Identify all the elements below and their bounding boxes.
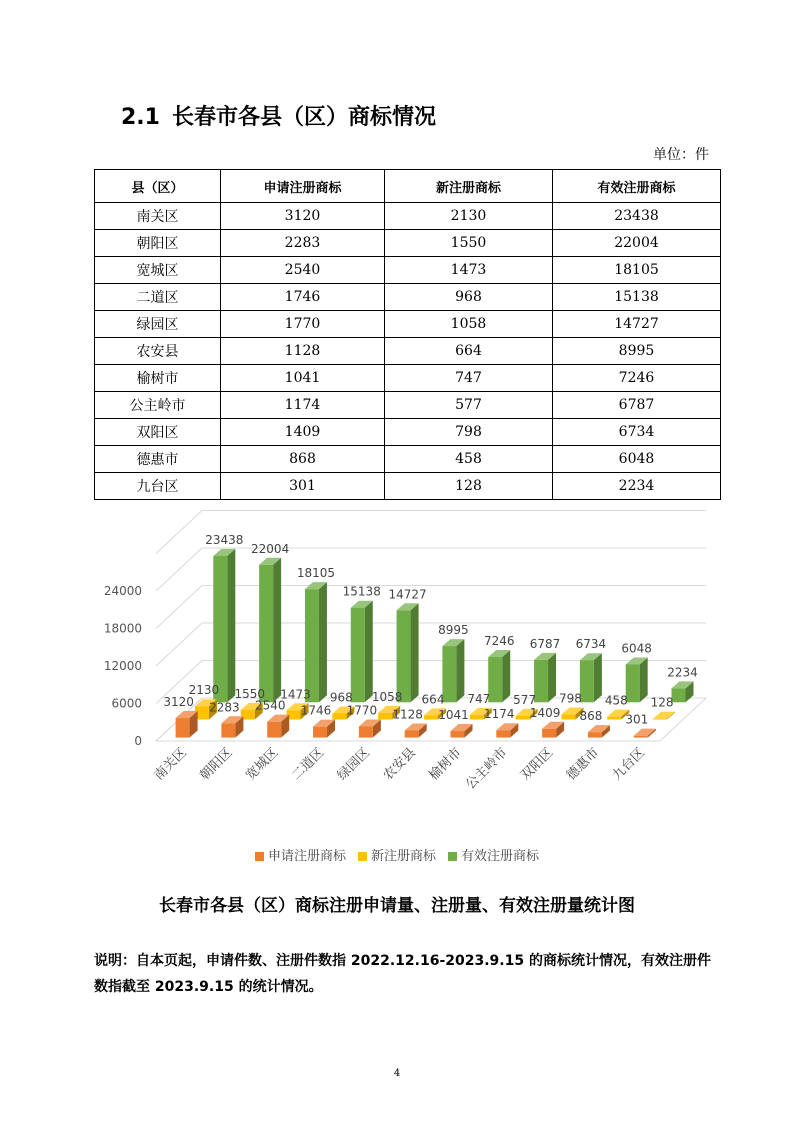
gridline-side [156,623,202,666]
data-label: 7246 [483,634,515,649]
legend-label: 申请注册商标 [267,849,346,864]
table-header-cell: 申请注册商标 [221,170,385,203]
table-cell: 6787 [553,392,721,419]
y-tick-label: 18000 [103,621,142,636]
data-label: 301 [625,712,649,727]
table-cell: 6734 [553,419,721,446]
data-label: 6734 [575,637,607,652]
y-tick-label: 12000 [103,659,142,673]
bar-1 [496,730,510,737]
table-cell: 双阳区 [95,419,221,446]
data-label: 968 [329,690,353,705]
data-label: 1409 [529,705,561,720]
data-label: 1128 [392,707,423,722]
legend-swatch [255,852,264,861]
table-cell: 968 [385,284,553,311]
chart-legend [0,845,794,864]
table-row [95,203,721,230]
data-label: 2283 [209,700,240,715]
data-label: 3120 [163,695,194,710]
table-cell: 朝阳区 [95,230,221,257]
legend-item [255,845,346,864]
bar-3 [442,646,456,702]
bar-3-side [227,549,235,702]
table-header-cell: 县（区） [95,170,221,203]
table-cell: 22004 [553,230,721,257]
data-label: 15138 [342,584,381,599]
table-header-cell: 有效注册商标 [553,170,721,203]
data-label: 798 [559,691,582,706]
bar-2 [470,715,484,720]
bar-1 [221,723,235,737]
table-cell: 128 [385,473,553,500]
bar-1 [313,727,327,738]
data-label: 747 [467,691,491,706]
table-row [95,311,721,338]
y-tick-label: 0 [134,734,142,748]
table-cell: 7246 [553,365,721,392]
data-label: 6048 [621,641,652,656]
bar-3-side [365,601,373,703]
x-tick-label: 二道区 [288,745,328,784]
bar-1 [405,731,419,738]
bar-1 [542,729,556,738]
table-cell: 南关区 [95,203,221,230]
x-tick-label: 宽城区 [243,745,282,784]
table-cell: 14727 [553,311,721,338]
bar-3-side [594,653,602,702]
bar-3 [259,565,273,703]
data-label: 1770 [346,703,378,718]
x-tick-label: 公主岭市 [463,745,511,793]
table-cell: 农安县 [95,338,221,365]
bar-1 [634,736,648,738]
table-cell: 1770 [221,311,385,338]
x-tick-label: 双阳区 [518,745,557,784]
table-cell: 8995 [553,338,721,365]
table-cell: 458 [385,446,553,473]
data-label: 6787 [529,636,561,651]
legend-item [448,845,539,864]
data-label: 14727 [388,587,427,602]
table-cell: 德惠市 [95,446,221,473]
table-row [95,365,721,392]
table-header-row [95,170,721,203]
table-row [95,419,721,446]
data-label: 2540 [254,698,286,713]
gridline-side [156,548,202,591]
table-row [95,257,721,284]
bar-3 [626,665,640,703]
x-tick-label: 农安县 [380,745,419,784]
legend-swatch [448,852,457,861]
table-cell: 577 [385,392,553,419]
table-cell: 宽城区 [95,257,221,284]
table-cell: 公主岭市 [95,392,221,419]
table-cell: 2540 [221,257,385,284]
gridline-side [156,511,202,554]
section-heading [121,100,436,131]
table-cell: 301 [221,473,385,500]
bar-2 [561,715,575,720]
data-label: 2130 [188,683,220,698]
data-label: 128 [650,695,674,710]
x-tick-label: 南关区 [151,745,190,784]
table-cell: 15138 [553,284,721,311]
chart-caption: 长春市各县（区）商标注册申请量、注册量、有效注册量统计图 [159,896,635,916]
table-cell: 绿园区 [95,311,221,338]
data-label: 577 [513,692,537,707]
table-cell: 664 [385,338,553,365]
data-label: 1746 [300,703,332,718]
table-cell: 18105 [553,257,721,284]
bar-3 [671,688,685,702]
bar-1 [450,731,464,738]
table-cell: 6048 [553,446,721,473]
bar-3-side [411,603,419,702]
table-cell: 1409 [221,419,385,446]
table-cell: 1041 [221,365,385,392]
table-row [95,284,721,311]
table-cell: 23438 [553,203,721,230]
table-cell: 3120 [221,203,385,230]
data-label: 23438 [205,532,244,547]
bar-1 [176,718,190,738]
table-row [95,338,721,365]
data-label: 458 [604,693,628,708]
table-cell: 1473 [385,257,553,284]
bar-2 [607,717,621,720]
bar-2 [424,715,438,719]
table-cell: 1174 [221,392,385,419]
table-cell: 1550 [385,230,553,257]
table-cell: 九台区 [95,473,221,500]
table-cell: 798 [385,419,553,446]
bar-2 [653,719,667,720]
bar-3-side [273,558,281,703]
bar-3 [580,660,594,702]
y-tick-label: 24000 [103,584,142,598]
table-cell: 1746 [221,284,385,311]
bar-3 [397,610,411,702]
legend-item [358,845,436,864]
table-cell: 868 [221,446,385,473]
data-label: 664 [421,692,445,707]
trademark-table [94,169,721,500]
x-tick-label: 九台区 [609,745,648,784]
table-cell: 1058 [385,311,553,338]
data-label: 22004 [251,541,290,556]
data-label: 1058 [371,689,403,704]
section-number: 2.1 [121,105,160,130]
data-label: 1473 [280,687,311,702]
table-cell: 2283 [221,230,385,257]
bar-3-side [640,658,648,703]
bar-3 [213,556,227,702]
legend-label: 新注册商标 [370,849,436,864]
bar-3 [488,657,502,702]
explanation-note: 说明：自本页起，申请件数、注册件数指 2022.12.16-2023.9.15 的商标统计情况，有效注册件数指截至 2023.9.15 的统计情况。 [94,953,711,995]
bar-3 [351,608,365,703]
table-cell: 2130 [385,203,553,230]
bar-1 [588,732,602,737]
bar-3-side [456,639,464,702]
data-label: 18105 [296,566,336,581]
data-label: 2234 [667,665,698,680]
x-tick-label: 德惠市 [563,745,603,784]
table-cell: 榆树市 [95,365,221,392]
legend-swatch [358,852,367,861]
table-cell: 2234 [553,473,721,500]
table-row [95,473,721,500]
data-label: 1550 [234,686,266,701]
bar-1 [359,726,373,737]
legend-label: 有效注册商标 [461,849,540,864]
x-tick-label: 朝阳区 [197,745,236,784]
table-row [95,392,721,419]
bar-3 [534,660,548,702]
bar-3-side [548,653,556,702]
x-tick-label: 榆树市 [426,745,465,784]
table-header-cell: 新注册商标 [385,170,553,203]
unit-label: 单位：件 [653,147,709,163]
data-label: 868 [579,709,603,724]
page-number: 4 [393,1068,401,1079]
bar-2 [332,713,346,719]
bar-2 [378,713,392,720]
table-body [95,203,721,500]
gridline-side [156,586,202,629]
table-row [95,230,721,257]
data-label: 8995 [438,623,469,638]
table-cell: 1128 [221,338,385,365]
data-label: 1041 [438,708,469,723]
table-row [95,446,721,473]
bar-3-side [319,582,327,702]
bar-1 [267,722,281,738]
y-tick-label: 6000 [111,696,142,711]
bar-2 [516,716,530,720]
data-label: 1174 [484,707,515,722]
x-tick-label: 绿园区 [334,745,374,784]
section-title: 长春市各县（区）商标情况 [171,105,436,130]
bar-3 [305,589,319,702]
table-cell: 747 [385,365,553,392]
bar-3-side [502,650,510,702]
table-cell: 二道区 [95,284,221,311]
trademark-chart [94,532,720,835]
